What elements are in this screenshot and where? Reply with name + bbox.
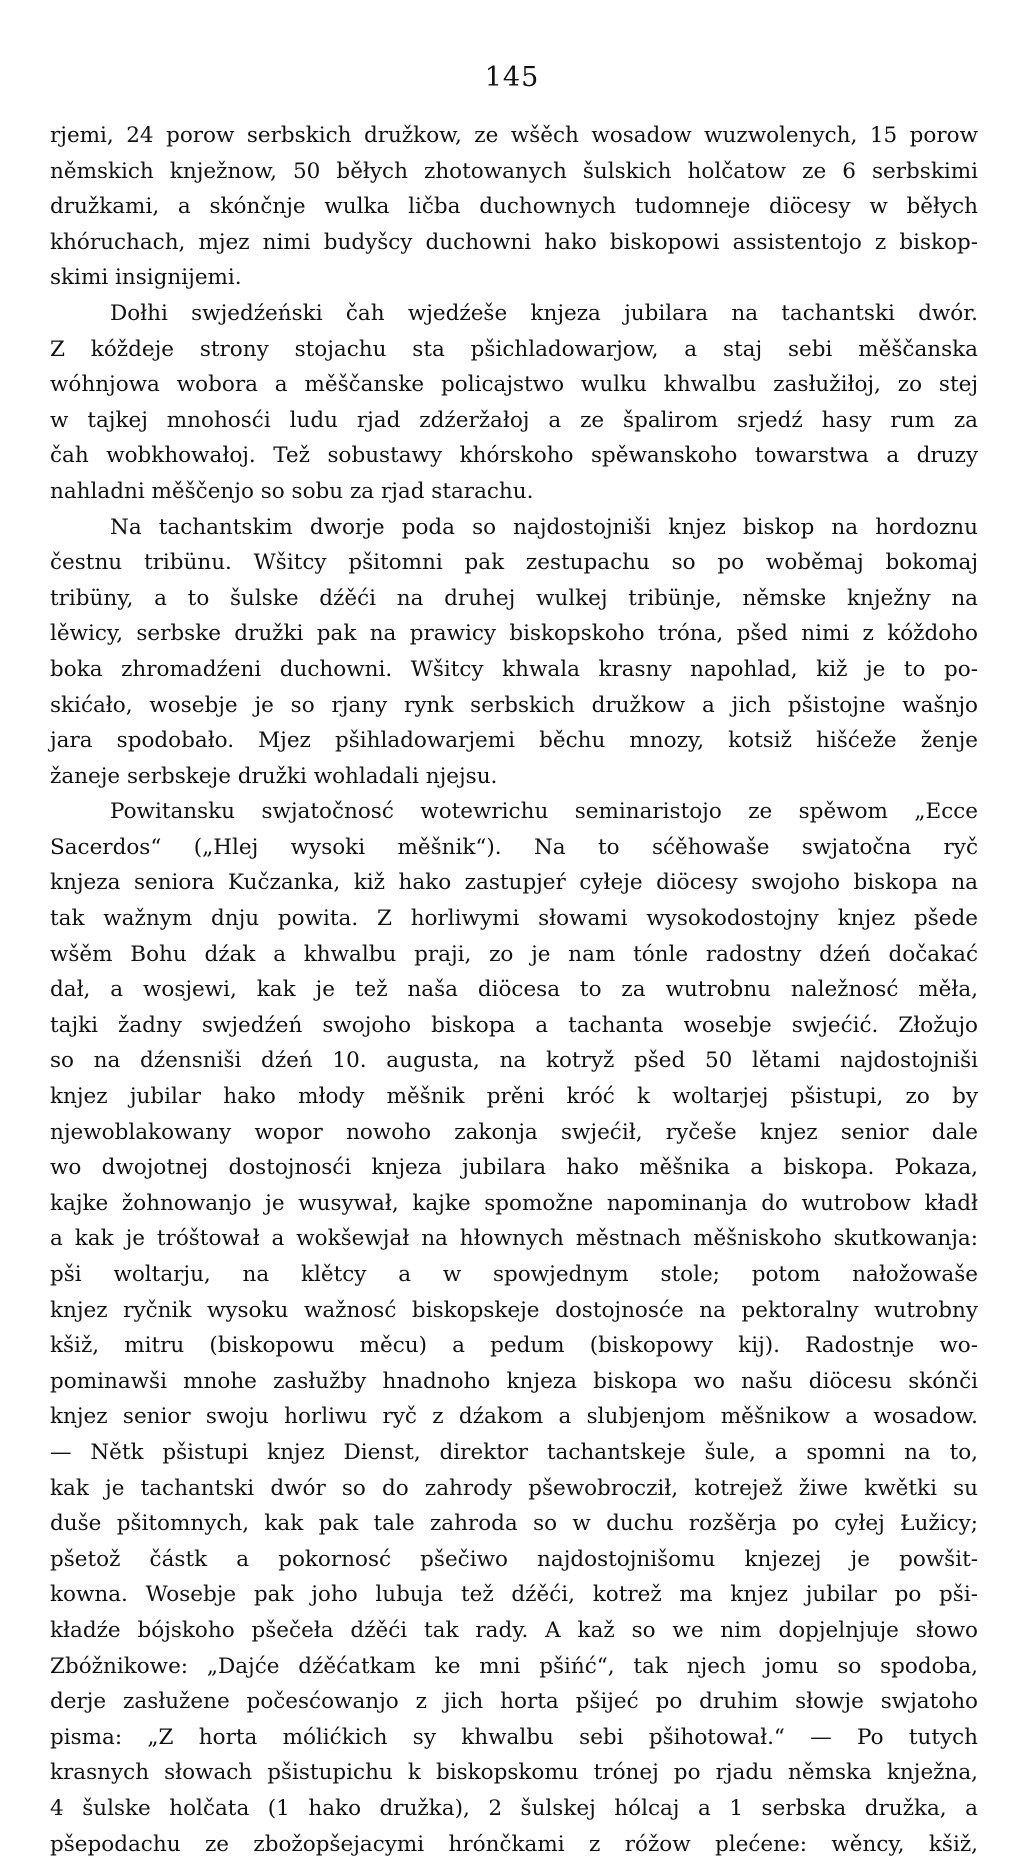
text-line: tribüny, a to šulske dźěći na druhej wulkej tribünje, němske knježny na xyxy=(50,581,978,617)
text-line: derje zasłužene počesćowanjo z jich horta pšijeć po druhim słowje swjatoho xyxy=(50,1684,978,1720)
text-line: žaneje serbskeje družki wohladali njejsu. xyxy=(50,759,978,795)
text-line: so na dźensniši dźeń 10. augusta, na kotryž pšed 50 lětami najdostojniši xyxy=(50,1043,978,1079)
text-line: kak je tachantski dwór so do zahrody pšewobrocził, kotrejež žiwe kwětki su xyxy=(50,1471,978,1507)
text-line: pšepodachu ze zbožopšejacymi hrónčkami z róžow plećene: wěncy, kšiž, xyxy=(50,1827,978,1862)
text-line: dał, a wosjewi, kak je tež naša diöcesa to za wutrobnu naležnosć měła, xyxy=(50,972,978,1008)
text-line: wšěm Bohu dźak a khwalbu praji, zo je nam tónle radostny dźeń dočakać xyxy=(50,937,978,973)
text-line: Z kóždeje strony stojachu sta pšichladowarjow, a staj sebi měščanska xyxy=(50,332,978,368)
text-line: a kak je tróštował a wokšewjał na hłownych městnach měšniskoho skutkowanja: xyxy=(50,1221,978,1257)
text-line: Sacerdos“ („Hlej wysoki měšnik“). Na to sćěhowaše swjatočna ryč xyxy=(50,830,978,866)
text-line: jara spodobało. Mjez pšihladowarjemi běchu mnozy, kotsiž hišćeže ženje xyxy=(50,723,978,759)
text-line: knjeza seniora Kučzanka, kiž hako zastupjeŕ cyłeje diöcesy swojoho biskopa na xyxy=(50,865,978,901)
text-line: pominawši mnohe zasłužby hnadnoho knjeza biskopa wo našu diöcesu skónči xyxy=(50,1364,978,1400)
text-line: skićało, wosebje je so rjany rynk serbskich družkow a jich pšistojne wašnjo xyxy=(50,688,978,724)
text-line: nahladni měščenjo so sobu za rjad starachu. xyxy=(50,474,978,510)
text-line: pši woltarju, na klětcy a w spowjednym stole; potom nałožowaše xyxy=(50,1257,978,1293)
text-line: w tajkej mnohosći ludu rjad zdźeržałoj a ze špalirom srjedź hasy rum za xyxy=(50,403,978,439)
text-line: knjez jubilar hako młody měšnik prěni króć k woltarjej pšistupi, zo by xyxy=(50,1079,978,1115)
text-line: — Nětk pšistupi knjez Dienst, direktor tachantskeje šule, a spomni na to, xyxy=(50,1435,978,1471)
text-line: krasnych słowach pšistupichu k biskopskomu trónej po rjadu němska knježna, xyxy=(50,1755,978,1791)
text-line: khóruchach, mjez nimi budyšcy duchowni hako biskopowi assistentojo z biskop- xyxy=(50,225,978,261)
text-line: kładźe bójskoho pšečeła dźěći tak rady. A kaž so we nim dopjelnjuje słowo xyxy=(50,1613,978,1649)
text-line: pšetož částk a pokornosć pšečiwo najdostojnišomu knjezej je powšit- xyxy=(50,1542,978,1578)
text-line: lěwicy, serbske družki pak na prawicy biskopskoho tróna, pšed nimi z kóždoho xyxy=(50,616,978,652)
body-text xyxy=(50,118,978,1862)
text-line: němskich knježnow, 50 běłych zhotowanych šulskich holčatow ze 6 serbskimi xyxy=(50,154,978,190)
text-line: wo dwojotnej dostojnosći knjeza jubilara hako měšnika a biskopa. Pokaza, xyxy=(50,1150,978,1186)
text-line: pisma: „Z horta mólićkich sy khwalbu sebi pšihotował.“ — Po tutych xyxy=(50,1720,978,1756)
page-number: 145 xyxy=(0,62,1024,93)
text-line: duše pšitomnych, kak pak tale zahroda so w duchu rozšěrja po cyłej Łužicy; xyxy=(50,1506,978,1542)
text-line: Na tachantskim dworje poda so najdostojniši knjez biskop na hordoznu xyxy=(50,510,978,546)
text-line: tak wažnym dnju powita. Z horliwymi słowami wysokodostojny knjez pšede xyxy=(50,901,978,937)
text-line: kajke žohnowanjo je wusywał, kajke spomožne napominanja do wutrobow kładł xyxy=(50,1186,978,1222)
text-line: njewoblakowany wopor nowoho zakonja swjećił, ryčeše knjez senior dale xyxy=(50,1115,978,1151)
text-line: Dołhi swjedźeński čah wjedźeše knjeza jubilara na tachantski dwór. xyxy=(50,296,978,332)
text-line: knjez ryčnik wysoku wažnosć biskopskeje dostojnosće na pektoralny wutrobny xyxy=(50,1293,978,1329)
text-line: Powitansku swjatočnosć wotewrichu seminaristojo ze spěwom „Ecce xyxy=(50,794,978,830)
text-line: kowna. Wosebje pak joho lubuja tež dźěći, kotrež ma knjez jubilar po pši- xyxy=(50,1577,978,1613)
text-line: tajki žadny swjedźeń swojoho biskopa a tachanta wosebje swjećić. Złožujo xyxy=(50,1008,978,1044)
text-line: rjemi, 24 porow serbskich družkow, ze wšěch wosadow wuzwolenych, 15 porow xyxy=(50,118,978,154)
text-line: 4 šulske holčata (1 hako družka), 2 šulskej hólcaj a 1 serbska družka, a xyxy=(50,1791,978,1827)
text-line: wóhnjowa wobora a měščanske policajstwo wulku khwalbu zasłužiłoj, zo stej xyxy=(50,367,978,403)
text-line: družkami, a skónčnje wulka ličba duchownych tudomneje diöcesy w běłych xyxy=(50,189,978,225)
text-line: čah wobkhowałoj. Tež sobustawy khórskoho spěwanskoho towarstwa a druzy xyxy=(50,438,978,474)
text-line: boka zhromadźeni duchowni. Wšitcy khwala krasny napohlad, kiž je to po- xyxy=(50,652,978,688)
text-line: knjez senior swoju horliwu ryč z dźakom a slubjenjom měšnikow a wosadow. xyxy=(50,1399,978,1435)
text-line: Zbóžnikowe: „Dajće dźěćatkam ke mni pšińć“, tak njech jomu so spodoba, xyxy=(50,1649,978,1685)
text-line: čestnu tribünu. Wšitcy pšitomni pak zestupachu so po woběmaj bokomaj xyxy=(50,545,978,581)
text-line: kšiž, mitru (biskopowu měcu) a pedum (biskopowy kij). Radostnje wo- xyxy=(50,1328,978,1364)
text-line: skimi insignijemi. xyxy=(50,260,978,296)
